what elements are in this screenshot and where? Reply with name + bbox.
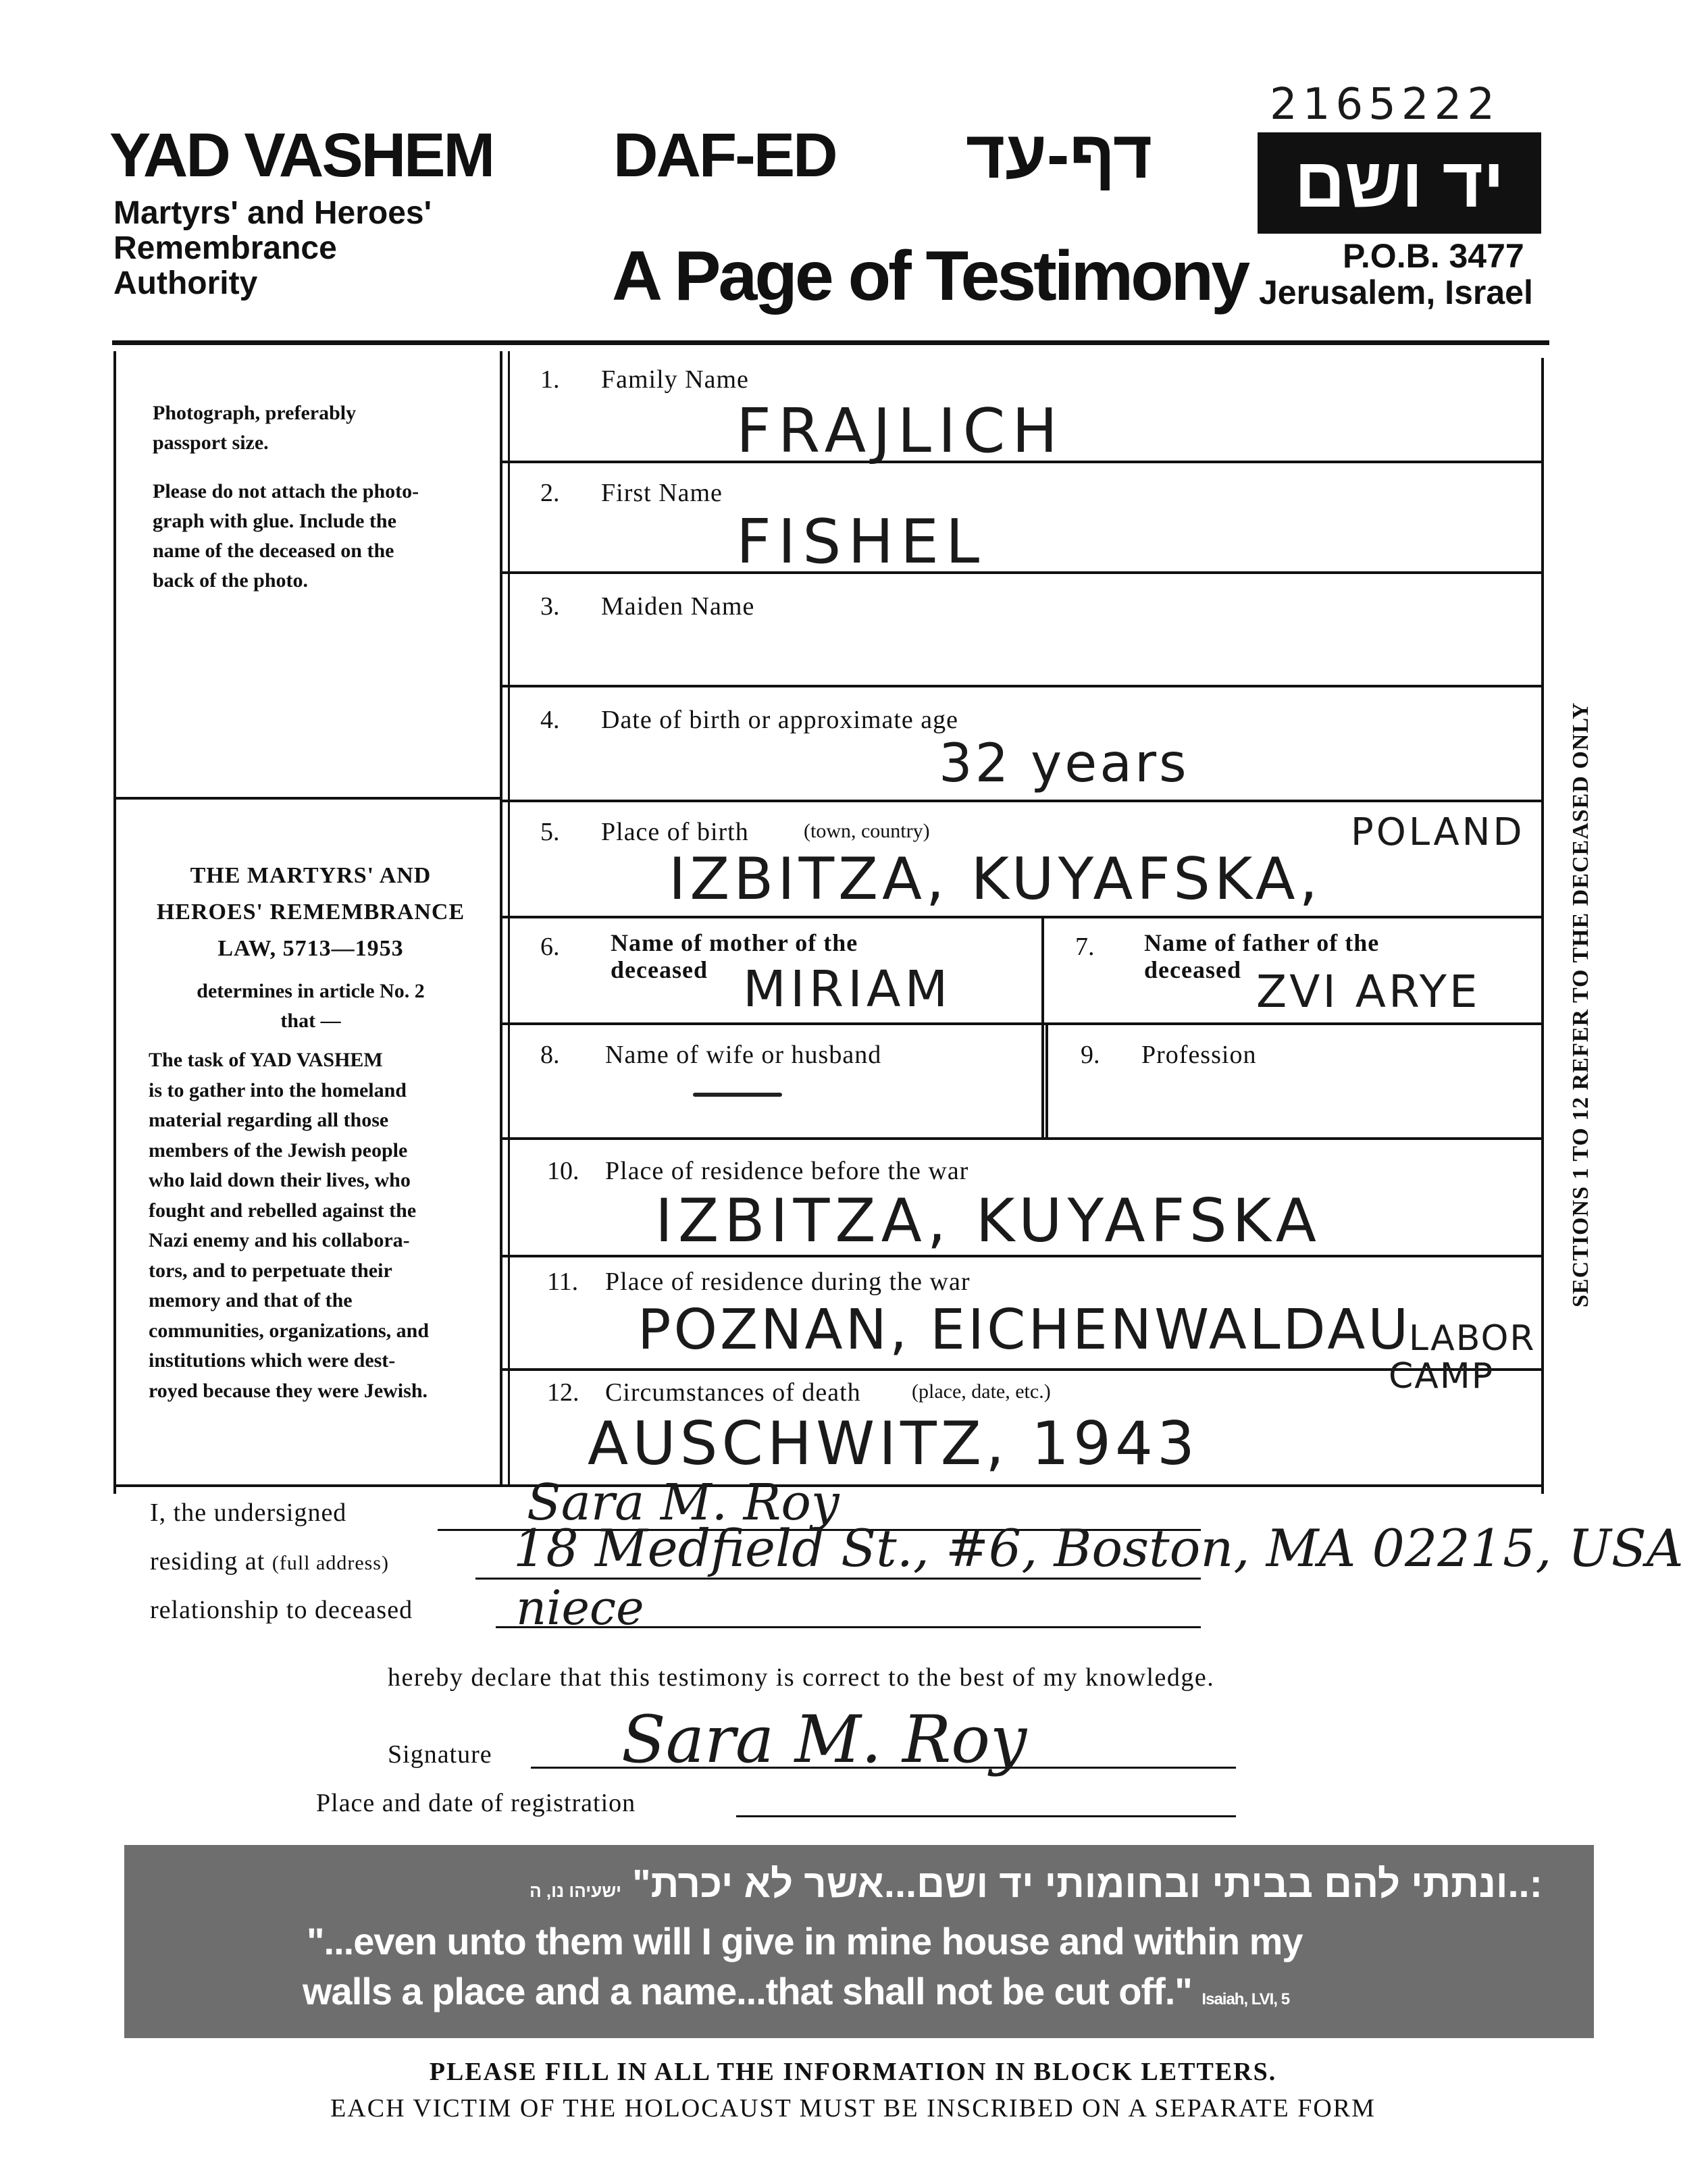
po-box: P.O.B. 3477 (1343, 237, 1524, 275)
residing-value[interactable]: 18 Medfield St., #6, Boston, MA 02215, USA (513, 1518, 1684, 1578)
mother-name-label: Name of mother of the deceased (611, 929, 858, 983)
birth-date-label: Date of birth or approximate age (601, 706, 958, 734)
field-12-number: 12. (547, 1378, 579, 1407)
residence-during-value[interactable]: POZNAN, EICHENWALDAU (638, 1298, 1412, 1362)
birth-place-value[interactable]: IZBITZA, KUYAFSKA, (669, 846, 1322, 913)
law-determines: determines in article No. 2 that — (197, 980, 425, 1032)
father-name-label: Name of father of the deceased (1144, 929, 1380, 983)
form-right-border (1541, 358, 1544, 1494)
org-subtitle-1: Martyrs' and Heroes' (113, 195, 432, 231)
left-panel-hrule (115, 797, 501, 800)
death-circumstances-value[interactable]: AUSCHWITZ, 1943 (588, 1409, 1199, 1478)
law-title: THE MARTYRS' AND HEROES' REMEMBRANCE LAW, 5713—1953 (156, 863, 465, 961)
signature-value[interactable]: Sara M. Roy (621, 1702, 1027, 1777)
org-name: YAD VASHEM (109, 121, 494, 190)
first-name-value[interactable]: FISHEL (736, 506, 987, 577)
row-rule-6 (501, 1022, 1543, 1025)
field-10-number: 10. (547, 1157, 579, 1185)
relationship-label: relationship to deceased (150, 1596, 413, 1624)
field-4-number: 4. (540, 706, 560, 734)
field-3-number: 3. (540, 592, 560, 621)
residence-before-value[interactable]: IZBITZA, KUYAFSKA (655, 1186, 1322, 1255)
birth-country-value[interactable]: POLAND (1351, 810, 1525, 854)
banner-english-line-1: "...even unto them will I give in mine house and within my (307, 1920, 1303, 1962)
footer-instruction-1: PLEASE FILL IN ALL THE INFORMATION IN BLOCK LETTERS. (429, 2058, 1277, 2086)
column-divider (508, 351, 510, 1486)
page-title: A Page of Testimony (612, 237, 1248, 315)
field-5-number: 5. (540, 818, 560, 846)
field-8-number: 8. (540, 1041, 560, 1069)
row-rule-4 (501, 800, 1543, 802)
sections-side-note: SECTIONS 1 TO 12 REFER TO THE DECEASED ONLY (1568, 702, 1593, 1307)
row-rule-5 (501, 916, 1543, 918)
form-left-border (113, 351, 116, 1494)
law-task-text: The task of YAD VASHEM is to gather into the homeland material regarding all those members of the Jewish people who laid down their lives, who fought and rebelled against the Nazi enemy and his collabora- tors, and to perpetuate their memory and that of the communities, organizations, and institutions which were dest- royed because they were Jewish. (149, 1049, 430, 1402)
field-6-number: 6. (540, 933, 560, 961)
signature-label: Signature (388, 1740, 492, 1769)
yad-vashem-logo: יד ושם (1258, 132, 1541, 234)
daf-ed-title: DAF-ED (613, 121, 836, 190)
banner-hebrew-line: :..ונתתי להם בביתי ובחומותי יד ושם...אשר לא יכרת" ישעיהו נו, ה (529, 1862, 1543, 1906)
banner-english-line-2: walls a place and a name...that shall not be cut off." Isaiah, LVI, 5 (303, 1970, 1290, 2012)
registration-label: Place and date of registration (316, 1789, 636, 1817)
field-9-number: 9. (1081, 1041, 1100, 1069)
glue-instructions: Please do not attach the photo- graph with glue. Include the name of the deceased on the back of the photo. (153, 480, 419, 592)
maiden-name-label: Maiden Name (601, 592, 755, 621)
row-rule-2 (501, 571, 1543, 574)
field-1-number: 1. (540, 365, 560, 394)
field-2-number: 2. (540, 479, 560, 507)
residence-during-label: Place of residence during the war (605, 1268, 971, 1296)
address-city: Jerusalem, Israel (1259, 274, 1533, 311)
field-11-number: 11. (547, 1268, 579, 1296)
residence-during-extra-1[interactable]: LABOR (1409, 1318, 1536, 1359)
residing-label: residing at (full address) (150, 1547, 389, 1576)
row-rule-7 (501, 1137, 1543, 1140)
footer-instruction-2: EACH VICTIM OF THE HOLOCAUST MUST BE INSCRIBED ON A SEPARATE FORM (330, 2094, 1376, 2123)
undersigned-label: I, the undersigned (150, 1499, 347, 1527)
spouse-dash-mark (693, 1093, 782, 1097)
split-8-9 (1045, 1024, 1048, 1137)
relationship-value[interactable]: niece (516, 1580, 644, 1636)
header-rule (112, 340, 1549, 345)
mother-name-value[interactable]: MIRIAM (743, 960, 952, 1018)
undersigned-value[interactable]: Sara M. Roy (527, 1474, 839, 1532)
split-6-7 (1041, 917, 1044, 1137)
death-circumstances-label: Circumstances of death (605, 1378, 861, 1407)
left-panel-divider (500, 351, 502, 1486)
profession-label: Profession (1141, 1041, 1257, 1069)
isaiah-banner (124, 1845, 1594, 2038)
row-rule-9 (501, 1368, 1543, 1371)
declaration-text: hereby declare that this testimony is correct to the best of my knowledge. (388, 1663, 1215, 1692)
row-rule-3 (501, 685, 1543, 687)
registration-line (736, 1815, 1236, 1817)
photo-instructions: Photograph, preferably passport size. (153, 402, 357, 454)
org-subtitle-3: Authority (113, 265, 258, 301)
document-number: 2165222 (1270, 80, 1501, 130)
death-circumstances-sublabel: (place, date, etc.) (912, 1380, 1051, 1403)
first-name-label: First Name (601, 479, 723, 507)
birth-place-sublabel: (town, country) (804, 820, 930, 842)
org-subtitle-2: Remembrance (113, 230, 337, 266)
birth-date-value[interactable]: 32 years (939, 733, 1189, 794)
field-7-number: 7. (1075, 933, 1095, 961)
residence-before-label: Place of residence before the war (605, 1157, 969, 1185)
birth-place-label: Place of birth (601, 818, 749, 846)
family-name-label: Family Name (601, 365, 749, 394)
spouse-name-label: Name of wife or husband (605, 1041, 882, 1069)
daf-ed-hebrew: דף-עד (966, 117, 1153, 192)
father-name-value[interactable]: ZVI ARYE (1256, 966, 1480, 1018)
family-name-value[interactable]: FRAJLICH (736, 396, 1064, 467)
residence-during-extra-2[interactable]: CAMP (1389, 1356, 1495, 1397)
